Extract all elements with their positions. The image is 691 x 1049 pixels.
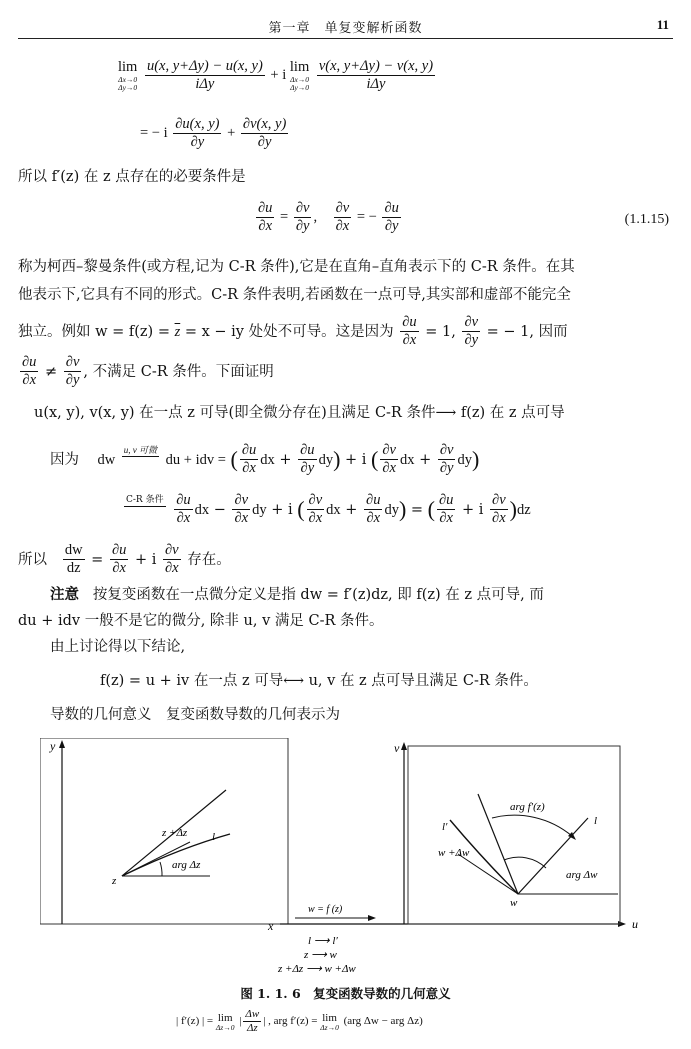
limit-operator: lim Δx→0 Δy→0 [289, 58, 310, 92]
running-header [18, 14, 673, 39]
limit-operator: lim Δx→0 Δy→0 [118, 58, 138, 92]
equation-limit: lim Δx→0 Δy→0 $\frac{u(x, y+\Delta y) - u(x, y)}{\text{iΔy}}$ + i lim Δx→0 Δy→0 $\frac{v(x, y+\Delta y) - v(x, y)}{\text{iΔy}}$ [118, 58, 434, 93]
svg-text:l: l [212, 831, 216, 843]
svg-text:v: v [394, 741, 400, 755]
paragraph-line: 独立。例如 $w = f(z) = \overline{z} = x$ − iy 处处不可导。这是因为 $\frac{\partial u}{\partial x}$ = 1, $\frac{\partial v}{\partial y}$ = − 1, 因而 [18, 314, 568, 349]
svg-text:z ⟶ w: z ⟶ w [304, 949, 337, 961]
svg-text:arg Δw: arg Δw [566, 869, 598, 881]
svg-text:w +Δw: w +Δw [438, 847, 470, 859]
equation-number: (1.1.15) [624, 212, 669, 227]
svg-text:z: z [112, 875, 117, 887]
figure-caption: 图 1. 1. 6 复变函数导数的几何意义 [240, 986, 451, 1001]
overset-arrow: C-R 条件 [126, 495, 164, 506]
svg-text:w = f (z): w = f (z) [308, 904, 343, 915]
fraction: $\frac{\partial v}{\partial y}$ [65, 354, 80, 389]
fraction: $\frac{\partial v}{\partial x}$ [492, 492, 506, 527]
fraction: $\frac{dw}{dz}$ [64, 542, 83, 577]
fraction: $\frac{\Delta w}{\Delta z}$ [245, 1008, 260, 1035]
equation-geometric-meaning: | f′(z) | = lim Δz→0 | $\frac{\Delta w}{\Delta z}$ | , arg f′(z) = lim Δz→0 (arg Δw − arg Δz) [176, 1008, 423, 1035]
fraction: $\frac{\partial u}{\partial x}$ [241, 442, 257, 477]
fraction: $\frac{u(x, y+\Delta y) - u(x, y)}{\text{iΔy}}$ [146, 58, 263, 93]
limit-operator: lim Δz→0 [215, 1011, 235, 1032]
svg-text:arg f′(z): arg f′(z) [510, 801, 545, 813]
note-label: 注意 [50, 586, 79, 603]
equation-partial: = − i $\frac{\partial u(x, y)}{\partial y}$ + $\frac{\partial v(x, y)}{\partial y}$ [140, 116, 287, 151]
svg-text:y: y [50, 739, 56, 753]
theorem-statement: f(z) = u + iv 在一点 z 可导⟷ u, v 在 z 点可导且满足 C-R 条件。 [100, 673, 538, 689]
svg-text:l: l [594, 815, 598, 827]
svg-text:l ⟶ l′: l ⟶ l′ [308, 935, 338, 947]
fraction: $\frac{\partial u}{\partial x}$ [176, 492, 191, 527]
equation-cr-substitution: C-R 条件 $\frac{\partial u}{\partial x}$ dx − $\frac{\partial v}{\partial x}$ dy + i ( $\frac{\partial v}{\partial x}$ dx + $\frac{\partial u}{\partial x}$ dy) = ( $\frac{\partial u}{\partial x}$ + i $\frac{\partial v}{\partial x}$ )dz [126, 492, 531, 527]
paragraph: 由上讨论得以下结论, [50, 639, 186, 655]
theorem-statement: u(x, y), v(x, y) 在一点 z 可导(即全微分存在)且满足 C-R 条件⟶ f(z) 在 z 点可导 [34, 405, 565, 421]
fraction: $\frac{v(x, y+\Delta y) - v(x, y)}{\text{iΔy}}$ [318, 58, 434, 93]
fraction: $\frac{\partial u(x, y)}{\partial y}$ [175, 116, 220, 151]
svg-text:w: w [510, 897, 518, 909]
svg-text:l′: l′ [442, 821, 448, 833]
paragraph-line: 称为柯西–黎曼条件(或方程,记为 C-R 条件),它是在直角–直角表示下的 C-R 条件。在其 [18, 259, 575, 275]
fraction: $\frac{\partial v}{\partial y}$ [439, 442, 454, 477]
fraction: $\frac{\partial v}{\partial x}$ [335, 200, 350, 235]
chapter-title: 第一章 单复变解析函数 [268, 21, 423, 36]
limit-operator: lim Δz→0 [320, 1011, 339, 1032]
overset-arrow: u, v 可微 [123, 445, 158, 456]
fraction: $\frac{\partial u}{\partial x}$ [366, 492, 381, 527]
fraction: $\frac{\partial u}{\partial x}$ [22, 354, 37, 389]
paragraph: 所以 f′(z) 在 z 点存在的必要条件是 [18, 169, 246, 185]
fraction: $\frac{\partial v}{\partial x}$ [234, 492, 249, 527]
fraction: $\frac{\partial u}{\partial x}$ [402, 314, 417, 349]
fraction: $\frac{\partial v}{\partial x}$ [308, 492, 323, 527]
fraction: $\frac{\partial v(x, y)}{\partial y}$ [242, 116, 287, 151]
svg-text:u: u [632, 917, 638, 931]
svg-text:x: x [268, 919, 274, 933]
fraction: $\frac{\partial v}{\partial y}$ [464, 314, 479, 349]
fraction: $\frac{\partial v}{\partial x}$ [382, 442, 396, 477]
figure-derivative-geometry [40, 738, 660, 983]
svg-text:arg Δz: arg Δz [172, 859, 201, 871]
svg-text:z +Δz: z +Δz [162, 827, 188, 839]
paragraph: 导数的几何意义 复变函数导数的几何表示为 [50, 707, 340, 723]
paragraph-line: $\frac{\partial u}{\partial x}$ ≠ $\frac{\partial v}{\partial y}$ , 不满足 C-R 条件。下面证明 [22, 354, 274, 389]
equation-conclusion: 所以 $\frac{dw}{dz}$ = $\frac{\partial u}{\partial x}$ + i $\frac{\partial v}{\partial x}$ 存在。 [18, 542, 231, 577]
fraction: $\frac{\partial u}{\partial x}$ [111, 542, 127, 577]
paragraph-line: 他表示下,它具有不同的形式。C-R 条件表明,若函数在一点可导,其实部和虚部不能完全 [18, 287, 571, 303]
equation-dw: 因为 dw u, v 可微 du + idv = ( $\frac{\partial u}{\partial x}$ dx + $\frac{\partial u}{\partial y}$ dy) + i ( $\frac{\partial v}{\partial x}$ dx + $\frac{\partial v}{\partial y}$ dy) [50, 442, 480, 477]
fraction: $\frac{\partial u}{\partial y}$ [384, 200, 399, 235]
svg-text:z +Δz ⟶ w +Δw: z +Δz ⟶ w +Δw [278, 963, 356, 975]
fraction: $\frac{\partial u}{\partial y}$ [300, 442, 315, 477]
note-line: du + idv 一般不是它的微分, 除非 u, v 满足 C-R 条件。 [18, 613, 384, 629]
fraction: $\frac{\partial u}{\partial x}$ [438, 492, 454, 527]
fraction: $\frac{\partial u}{\partial x}$ [258, 200, 273, 235]
note-line: 注意 按复变函数在一点微分定义是指 dw = f′(z)dz, 即 f(z) 在 z 点可导, 而 [50, 586, 544, 603]
equation-cr: $\frac{\partial u}{\partial x}$ = $\frac{\partial v}{\partial y}$ , $\frac{\partial v}{\partial x}$ = − $\frac{\partial u}{\partial y}$ [258, 200, 399, 235]
fraction: $\frac{\partial v}{\partial x}$ [164, 542, 179, 577]
fraction: $\frac{\partial v}{\partial y}$ [295, 200, 310, 235]
page-number: 11 [656, 17, 669, 32]
